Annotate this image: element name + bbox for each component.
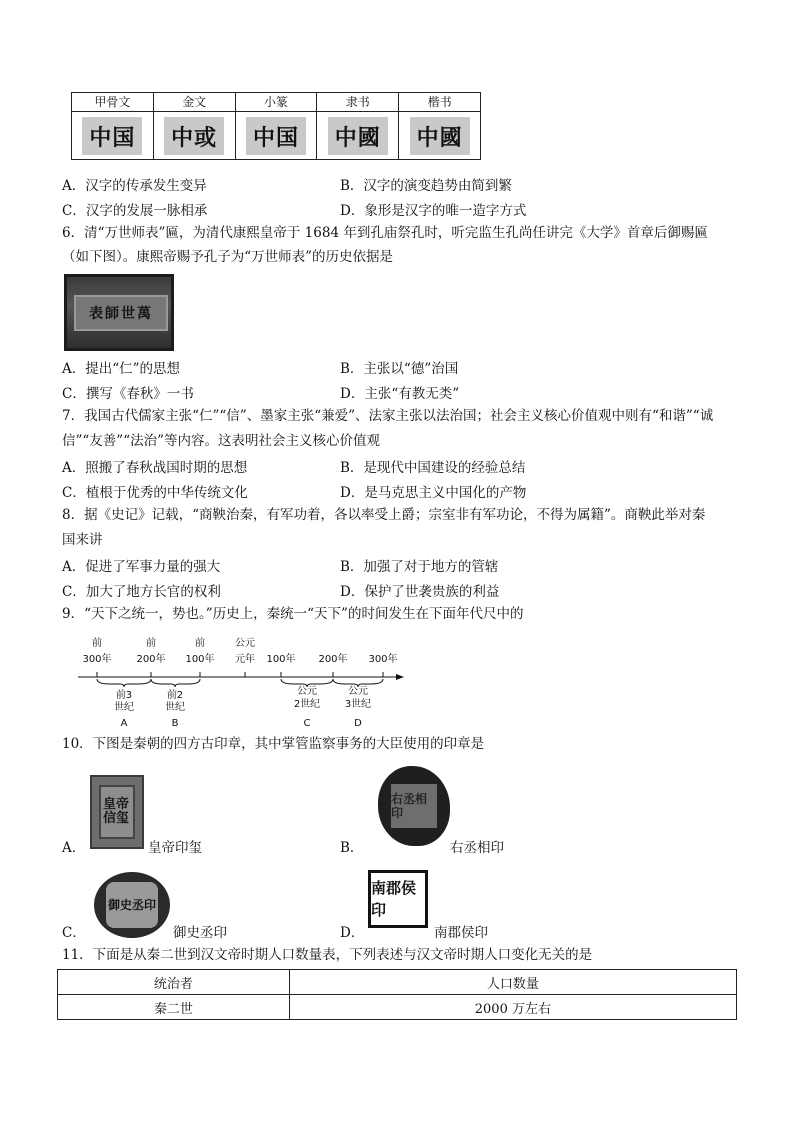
table-header-cell: 人口数量 bbox=[289, 970, 736, 995]
q8-option-a: A．促进了军事力量的强大 bbox=[62, 559, 221, 575]
tick-label-bottom: 300年 bbox=[82, 654, 112, 665]
q8-option-c: C．加大了地方长官的权利 bbox=[62, 584, 221, 600]
q10-option-b-letter: B． bbox=[340, 840, 364, 856]
script-glyph-image: 中或 bbox=[164, 117, 224, 155]
tick-label-bottom: 200年 bbox=[136, 654, 166, 665]
q11-stem: 11．下面是从秦二世到汉文帝时期人口数量表，下列表述与汉文帝时期人口变化无关的是 bbox=[62, 947, 593, 963]
seal-inscription: 南郡侯印 bbox=[368, 870, 428, 928]
q6-option-c: C．撰写《春秋》一书 bbox=[62, 386, 194, 402]
q6-stem-line2: （如下图）。康熙帝赐予孔子为“万世师表”的历史依据是 bbox=[62, 249, 394, 265]
segment-label: 世纪 bbox=[165, 702, 185, 713]
q5-option-c: C．汉字的发展一脉相承 bbox=[62, 203, 208, 219]
segment-letter: B bbox=[171, 718, 179, 729]
script-glyph-image: 中國 bbox=[410, 117, 470, 155]
seal-image-b bbox=[378, 766, 450, 846]
script-header: 小篆 bbox=[236, 93, 318, 111]
table-cell: 秦二世 bbox=[58, 995, 290, 1020]
seal-inscription: 御史丞印 bbox=[106, 882, 158, 928]
q10-option-c-letter: C． bbox=[62, 925, 86, 941]
q10-stem: 10．下图是秦朝的四方古印章，其中掌管监察事务的大臣使用的印章是 bbox=[62, 736, 485, 752]
tick-label-bottom: 300年 bbox=[368, 654, 398, 665]
seal-image-d bbox=[366, 868, 430, 930]
segment-label: 3世纪 bbox=[344, 699, 372, 710]
q6-stem-line1: 6．清“万世师表”匾，为清代康熙皇帝于 1684 年到孔庙祭孔时，听完监生孔尚任讲完《大学》首章后御赐匾 bbox=[62, 225, 708, 241]
segment-letter: C bbox=[303, 718, 311, 729]
q10-option-b-label: 右丞相印 bbox=[450, 840, 504, 856]
tick-label-top: 前 bbox=[146, 638, 156, 649]
q8-option-b: B．加强了对于地方的管辖 bbox=[340, 559, 499, 575]
q8-option-d: D．保护了世袭贵族的利益 bbox=[340, 584, 500, 600]
script-header: 楷书 bbox=[427, 95, 452, 109]
q10-option-a-label: 皇帝印玺 bbox=[148, 840, 202, 856]
script-evolution-table bbox=[71, 92, 481, 160]
segment-brace-a bbox=[97, 679, 151, 687]
plaque-inscription: 表師世萬 bbox=[74, 295, 168, 331]
q7-stem-line1: 7．我国古代儒家主张“仁”“信”、墨家主张“兼爱”、法家主张以法治国；社会主义核心价值观中则有“和谐”“诚 bbox=[62, 408, 714, 424]
table-cell: 2000 万左右 bbox=[289, 995, 736, 1020]
segment-letter: D bbox=[354, 718, 362, 729]
wanshi-shibiao-plaque-image bbox=[64, 274, 174, 351]
tick-label-bottom: 100年 bbox=[266, 654, 296, 665]
q7-stem-line2: 信”“友善”“法治”等内容。这表明社会主义核心价值观 bbox=[62, 433, 381, 449]
tick-label-top: 前 bbox=[92, 638, 102, 649]
q5-option-a: A．汉字的传承发生变异 bbox=[62, 178, 207, 194]
q5-option-d: D．象形是汉字的唯一造字方式 bbox=[340, 203, 527, 219]
script-header: 金文 bbox=[154, 93, 236, 111]
tick-label-bottom: 100年 bbox=[185, 654, 215, 665]
tick-label-bottom: 200年 bbox=[318, 654, 348, 665]
segment-label: 世纪 bbox=[114, 702, 134, 713]
q10-option-c-label: 御史丞印 bbox=[173, 925, 227, 941]
q10-option-d-label: 南郡侯印 bbox=[434, 925, 488, 941]
q10-option-d-letter: D． bbox=[340, 925, 365, 941]
script-header: 隶书 bbox=[317, 93, 399, 111]
segment-label: 前3 bbox=[115, 690, 133, 701]
script-header: 甲骨文 bbox=[72, 93, 154, 111]
script-glyph-image: 中国 bbox=[82, 117, 142, 155]
q10-option-a-letter: A． bbox=[62, 840, 86, 856]
seal-inscription: 皇帝信玺 bbox=[99, 785, 135, 839]
q7-option-d: D．是马克思主义中国化的产物 bbox=[340, 485, 527, 501]
seal-inscription: 右丞相印 bbox=[391, 784, 437, 828]
q7-option-a: A．照搬了春秋战国时期的思想 bbox=[62, 460, 248, 476]
segment-label: 公元 bbox=[348, 686, 368, 697]
table-row bbox=[58, 995, 737, 1020]
q6-option-d: D．主张“有教无类” bbox=[340, 386, 460, 402]
segment-label: 前2 bbox=[166, 690, 184, 701]
q9-stem: 9．“天下之统一，势也。”历史上，秦统一“天下”的时间发生在下面年代尺中的 bbox=[62, 606, 524, 622]
population-table bbox=[57, 969, 737, 1020]
seal-image-c bbox=[94, 872, 170, 938]
q7-option-b: B．是现代中国建设的经验总结 bbox=[340, 460, 526, 476]
q8-stem-line2: 国来讲 bbox=[62, 532, 103, 548]
q7-option-c: C．植根于优秀的中华传统文化 bbox=[62, 485, 248, 501]
script-glyph-image: 中國 bbox=[328, 117, 388, 155]
q6-option-b: B．主张以“德”治国 bbox=[340, 361, 459, 377]
q5-option-b: B．汉字的演变趋势由简到繁 bbox=[340, 178, 512, 194]
timeline-arrow-icon bbox=[396, 674, 404, 680]
tick-label-top: 前 bbox=[195, 638, 205, 649]
table-header-cell: 统治者 bbox=[58, 970, 290, 995]
segment-label: 2世纪 bbox=[293, 699, 321, 710]
q8-stem-line1: 8．据《史记》记载，“商鞅治秦，有军功着，各以率受上爵；宗室非有军功论，不得为属籍”。商鞅此举对秦 bbox=[62, 507, 706, 523]
timeline-ruler bbox=[70, 632, 410, 732]
seal-image-a bbox=[90, 775, 144, 849]
table-header-row bbox=[58, 970, 737, 995]
segment-letter: A bbox=[120, 718, 128, 729]
tick-label-bottom: 元年 bbox=[235, 654, 255, 665]
segment-brace-b bbox=[151, 679, 200, 687]
q6-option-a: A．提出“仁”的思想 bbox=[62, 361, 181, 377]
segment-label: 公元 bbox=[297, 686, 317, 697]
tick-label-top: 公元 bbox=[235, 638, 255, 649]
script-glyph-image: 中国 bbox=[246, 117, 306, 155]
